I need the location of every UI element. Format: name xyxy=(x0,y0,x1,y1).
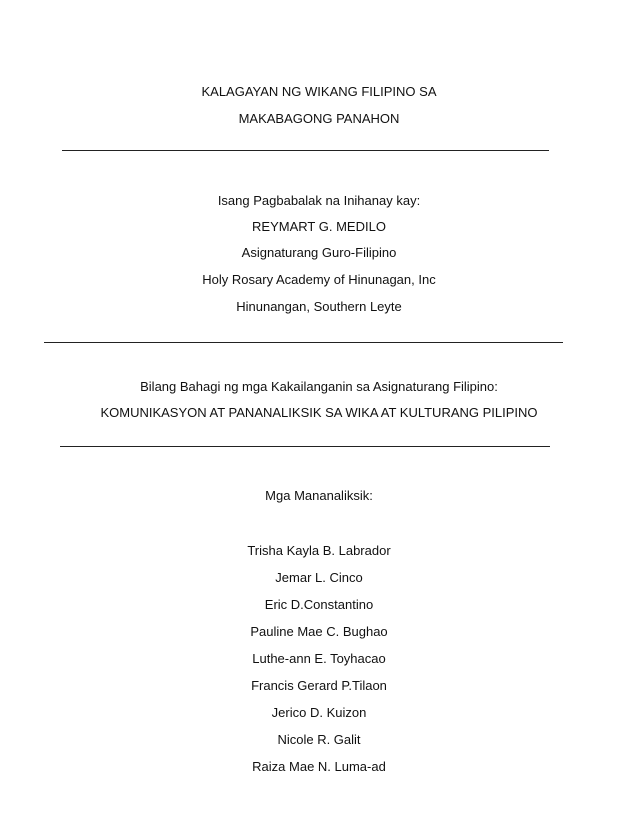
researcher-name: Francis Gerard P.Tilaon xyxy=(251,678,387,693)
researcher-name: Jemar L. Cinco xyxy=(275,570,363,585)
researcher-name: Eric D.Constantino xyxy=(264,597,374,612)
divider-3 xyxy=(60,446,550,447)
title-line-1: KALAGAYAN NG WIKANG FILIPINO SA xyxy=(201,84,437,99)
title-line-2: MAKABAGONG PANAHON xyxy=(238,111,400,126)
researcher-name: Nicole R. Galit xyxy=(277,732,361,747)
requirement-line-1: Bilang Bahagi ng mga Kakailanganin sa Asignaturang Filipino: xyxy=(140,379,498,394)
researcher-name: Luthe-ann E. Toyhacao xyxy=(252,651,386,666)
researcher-name: Trisha Kayla B. Labrador xyxy=(247,543,391,558)
requirement-line-2: KOMUNIKASYON AT PANANALIKSIK SA WIKA AT KULTURANG PILIPINO xyxy=(100,405,538,420)
divider-1 xyxy=(62,150,549,151)
school-location: Hinunangan, Southern Leyte xyxy=(236,299,402,314)
researcher-name: Pauline Mae C. Bughao xyxy=(250,624,388,639)
researcher-name: Raiza Mae N. Luma-ad xyxy=(252,759,386,774)
school-name: Holy Rosary Academy of Hinunagan, Inc xyxy=(202,272,436,287)
teacher-name: REYMART G. MEDILO xyxy=(252,219,386,234)
researchers-heading: Mga Mananaliksik: xyxy=(265,488,373,503)
divider-2 xyxy=(44,342,563,343)
presentation-intro: Isang Pagbabalak na Inihanay kay: xyxy=(217,193,421,208)
researcher-name: Jerico D. Kuizon xyxy=(271,705,367,720)
subject-name: Asignaturang Guro-Filipino xyxy=(241,245,397,260)
